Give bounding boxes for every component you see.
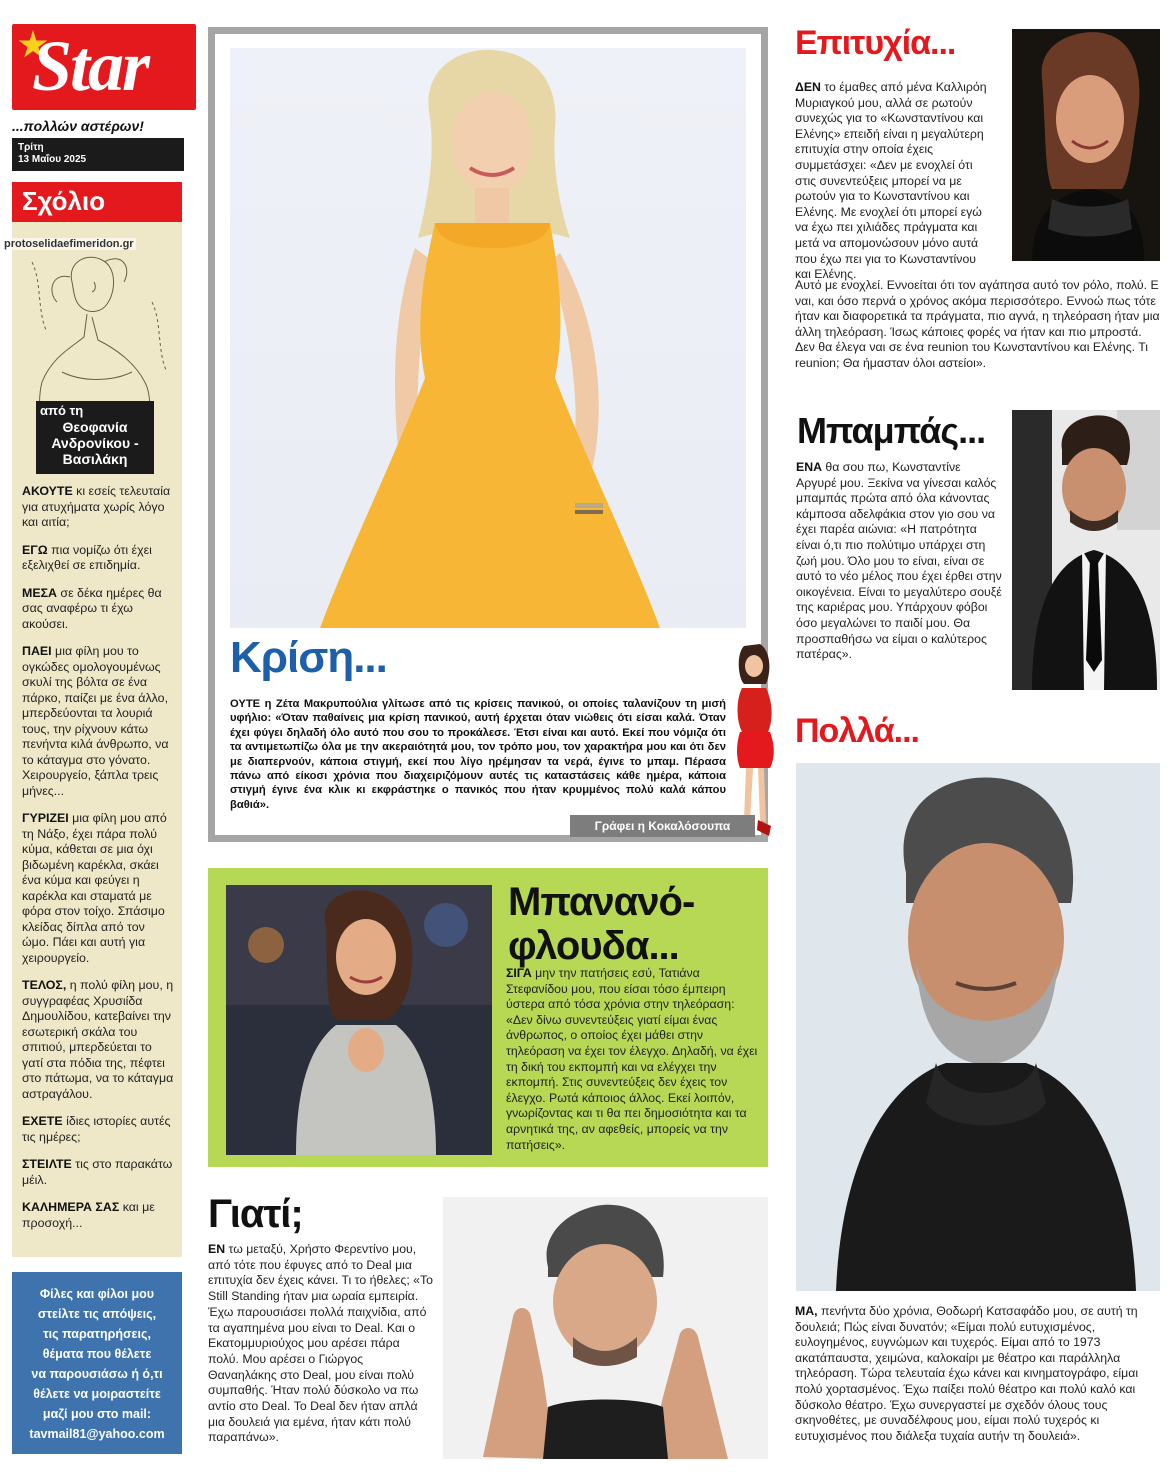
logo-text: Star	[32, 26, 149, 106]
photo-bearded-man	[796, 763, 1160, 1291]
photo-woman-tv-host	[226, 885, 492, 1155]
comment-paragraph: ΜΕΣΑ σε δέκα ημέρες θα σας αναφέρω τι έχω ακούσει.	[22, 585, 162, 631]
author-name: Θεοφανία Ανδρονίκου - Βασιλάκη	[51, 419, 139, 467]
contact-line: Φίλες και φίλοι μου	[39, 1287, 155, 1301]
contact-line: μαζί μου στο mail:	[42, 1407, 152, 1421]
author-box	[36, 401, 154, 474]
star-logo	[12, 24, 196, 110]
photo-woman-yellow-dress	[230, 48, 746, 628]
article-polla: ΜΑ, πενήντα δύο χρόνια, Θοδωρή Κατσαφάδο μου, σε αυτή τη δουλειά; Πώς είναι δυνατόν; «Είμαι πολύ ευτυχισμένος, ευλογημένος, ευγνώμων και τυχερός. Είμαι από το 1973 ακατάπαυστα, χειμώνα, καλοκαίρι με θέατρο και παράλληλα τηλεόραση. Τώρα τελευταία έχω κάνει και κινηματογράφο, είμαι πολύ χορτασμένος. Έχω παίξει πολύ θέατρο και πολύ καλό και δύσκολο θέατρο. Έχω συνεργαστεί με σχεδόν όλους τους σκηνοθέτες, με συναδέλφους μου, είμαι πολύ τυχερός κι ευτυχισμένος που διάλεξα τυχαία αυτήν τη δουλειά».	[795, 1304, 1139, 1443]
day-label: Τρίτη	[18, 142, 44, 153]
contact-line: θέματα που θέλετε	[42, 1347, 152, 1361]
contact-line: στείλτε τις απόψεις,	[37, 1307, 157, 1321]
comment-paragraph: ΕΓΩ πια νομίζω ότι έχει εξελιχθεί σε επιδημία.	[22, 542, 152, 572]
comment-paragraph: ΕΧΕΤΕ ίδιες ιστορίες αυτές τις ημέρες;	[22, 1114, 171, 1144]
contact-email[interactable]: tavmail81@yahoo.com	[29, 1427, 165, 1441]
comment-paragraph: ΓΥΡΙΖΕΙ μια φίλη μου από τη Νάξο, έχει πάρα πολύ κύμα, κάθεται σε μια όχι βιδωμένη καρέκλα, σκάει ένα κύμα και φεύγει η καρέκλα και σταματά με φόρα στον τοίχο. Σπάσιμο κλείδας δίπλα από τον ώμο. Πάει και αυτή για χειρουργείο.	[22, 811, 167, 965]
date-label: 13 Μαΐου 2025	[18, 154, 87, 165]
photo-woman-smiling	[1012, 29, 1160, 261]
article-epityxia-part1: ΔΕΝ το έμαθες από μένα Καλλιρόη Μυριαγκού μου, αλλά σε ρωτούν συνεχώς για το «Κωνσταντίνου και Ελένης» επειδή είναι η μεγαλύτερη επιτυχία στην οποία έχεις συμμετάσχει: «Δεν με ενοχλεί ότι στις συνεντεύξεις μπορεί να με ρωτούν για το Κωνσταντίνου και Ελένης. Με ενοχλεί ότι μπορεί εγώ να έχω πει χιλιάδες πράγματα και μετά να απομονώσουν μόνο αυτά που έχω πει για το Κωνσταντίνου και Ελένης.	[795, 80, 987, 282]
headline-giati: Γιατί;	[208, 1192, 303, 1236]
slogan: ...πολλών αστέρων!	[12, 118, 144, 134]
article-banana: ΣΙΓΑ μην την πατήσεις εσύ, Τατιάνα Στεφανίδου μου, που είσαι τόσο έμπειρη ύστερα από τόσα χρόνια στην τηλεόραση: «Δεν δίνω συνεντεύξεις γιατί είμαι ένας άνθρωπος, ο οποίος έχει μάθει στην τηλεόραση να έχει τον έλεγχο. Δηλαδή, να έχει τη δική του εκπομπή και να ελέγχει την εκπομπή. Στις συνεντεύξεις δεν έχεις τον έλεγχο. Ρωτά κάποιος άλλος. Εκεί λοιπόν, γνωρίζοντας και τι θα πει δημοσιότητα και τα αρνητικά της, αν αφεθείς, μπορείς να την πατήσεις».	[506, 966, 758, 1152]
headline-mpampas: Μπαμπάς...	[797, 410, 986, 451]
headline-banana-line2: φλουδα...	[508, 924, 679, 968]
headline-banana	[508, 880, 758, 968]
article-mpampas: ΕΝΑ θα σου πω, Κωνσταντίνε Αργυρέ μου. Ξεκίνα να γίνεσαι καλός μπαμπάς πρώτα από όλα κάνοντας κάμποσα αδελφάκια στον γιο σου να έχει παρέα αιώνια: «Η πατρότητα είναι ό,τι πιο πολύτιμο υπάρχει στη ζωή μου. Όλο μου το είναι, είναι σε αυτό το νέο μέλος που έχει έρθει στην οικογένεια. Είναι το μεγαλύτερο σουξέ της καριέρας μου. Υπάρχουν φόβοι όσο μεγαλώνει το παιδί μου. Θα προσπαθήσω να είμαι ο καλύτερος πατέρας».	[796, 460, 1002, 662]
byline: Γράφει η Κοκαλόσουπα	[570, 815, 755, 837]
headline-epityxia: Επιτυχία...	[795, 24, 956, 62]
headline-krisi: Κρίση...	[230, 633, 387, 682]
comment-paragraph: ΣΤΕΙΛΤΕ τις στο παρακάτω μέιλ.	[22, 1157, 173, 1187]
contact-box	[12, 1272, 182, 1454]
section-title: Σχόλιο	[12, 182, 182, 222]
watermark: protoselidaefimeridon.gr	[4, 238, 134, 250]
comment-paragraph: ΑΚΟΥΤΕ κι εσείς τελευταία για ατυχήματα χωρίς λόγο και αιτία;	[22, 484, 171, 529]
article-krisi: ΟΥΤΕ η Ζέτα Μακρυπούλια γλίτωσε από τις κρίσεις πανικού, οι οποίες ταλανίζουν τη μισή υφήλιο: «Όταν παθαίνεις μια κρίση πανικού, αυτή έρχεται όταν νιώθεις ότι είσαι καλά. Όταν έχει φύγει δηλαδή όλο αυτό που σου το προκάλεσε. Έτσι είναι και αυτό. Εκεί που νόμιζα ότι τα αντιμετωπίζω όλα με την ακεραιότητά μου, τον τρόπο μου, τον χαρακτήρα μου και ότι δεν με διαπερνούν, κάποια στιγμή, εκεί που λίγο ηρέμησαν τα νερά, έγινε το μπαμ. Πέρασα πάνω από είκοσι χρόνια που διαχειριζόμουν αυτές τις καταστάσεις κάθε ημέρα, κάποια στιγμή έγινε ένα κλικ κι εκφράστηκε ο πανικός που ήταν κρυμμένος πολύ καλά κάπου βαθιά».	[230, 698, 726, 811]
comment-paragraph: ΤΕΛΟΣ, η πολύ φίλη μου, η συγγραφέας Χρυσιίδα Δημουλίδου, κατεβαίνει την εσωτερική σκάλα του σπιτιού, μπερδεύεται το γατί στα πόδια της, πέφτει στο πάτωμα, να το κάταγμα αστραγάλου.	[22, 978, 174, 1101]
contact-line: θέλετε να μοιραστείτε	[33, 1387, 161, 1401]
contact-line: να παρουσιάσω ή ό,τι	[31, 1367, 163, 1381]
comment-paragraph: ΠΑΕΙ μια φίλη μου το ογκώδες ομολογουμένως σκυλί της βόλτα σε ένα πάρκο, παίζει με ένα άλλο, μπερδεύονται τα λουριά τους, την ρίχνουν κάτω πενήντα κιλά άνθρωπο, να το κάταγμα στο γόνατο. Χειρουργείο, ξάπλα τρεις μήνες...	[22, 644, 169, 798]
article-epityxia-part2: Αυτό με ενοχλεί. Εννοείται ότι τον αγάπησα αυτό τον ρόλο, πολύ. Ε ναι, και όσο περνά ο χρόνος ακόμα περισσότερο. Εννοώ πως τότε ήταν και διαφορετικά τα πράγματα, πιο αγνά, η τηλεόραση ήταν μια άλλη τηλεόραση. Ίσως κάποιες φορές να ήταν και πιο μπροστά. Δεν θα έλεγα ναι σε ένα reunion του Κωνσταντίνου και Ελένης. Τι reunion; Θα ήμασταν όλοι αστείοι».	[795, 278, 1160, 370]
author-prefix: από τη	[40, 403, 84, 418]
photo-man-suit	[1012, 410, 1160, 690]
comment-paragraph: ΚΑΛΗΜΕΡΑ ΣΑΣ και με προσοχή...	[22, 1200, 155, 1230]
contact-line: τις παρατηρήσεις,	[43, 1327, 151, 1341]
date-bar	[12, 138, 184, 171]
article-giati: ΕΝ τω μεταξύ, Χρήστο Φερεντίνο μου, από τότε που έφυγες από το Deal μια επιτυχία δεν έχεις κάνει. Τι το ήθελες; «Το Still Standing ήταν μια ωραία εμπειρία. Έχω παρουσιάσει πολλά παιχνίδια, από τα αγαπημένα μου είναι το Deal. Και ο Εκατομμυριούχος μου αρέσει πάρα πολύ. Μου αρέσει ο Γιώργος Θαναηλάκης στο Deal, μου είναι πολύ συμπαθής. Ήταν πολύ δύσκολο να πω αντίο στο Deal. Το Deal δεν ήταν απλά μια δουλειά για εμένα, ήταν κάτι πολύ παραπάνω».	[208, 1242, 433, 1445]
headline-banana-line1: Μπανανό-	[508, 880, 695, 924]
comment-column	[22, 484, 174, 1243]
photo-man-hand-gesture	[443, 1197, 768, 1459]
headline-polla: Πολλά...	[795, 712, 919, 750]
